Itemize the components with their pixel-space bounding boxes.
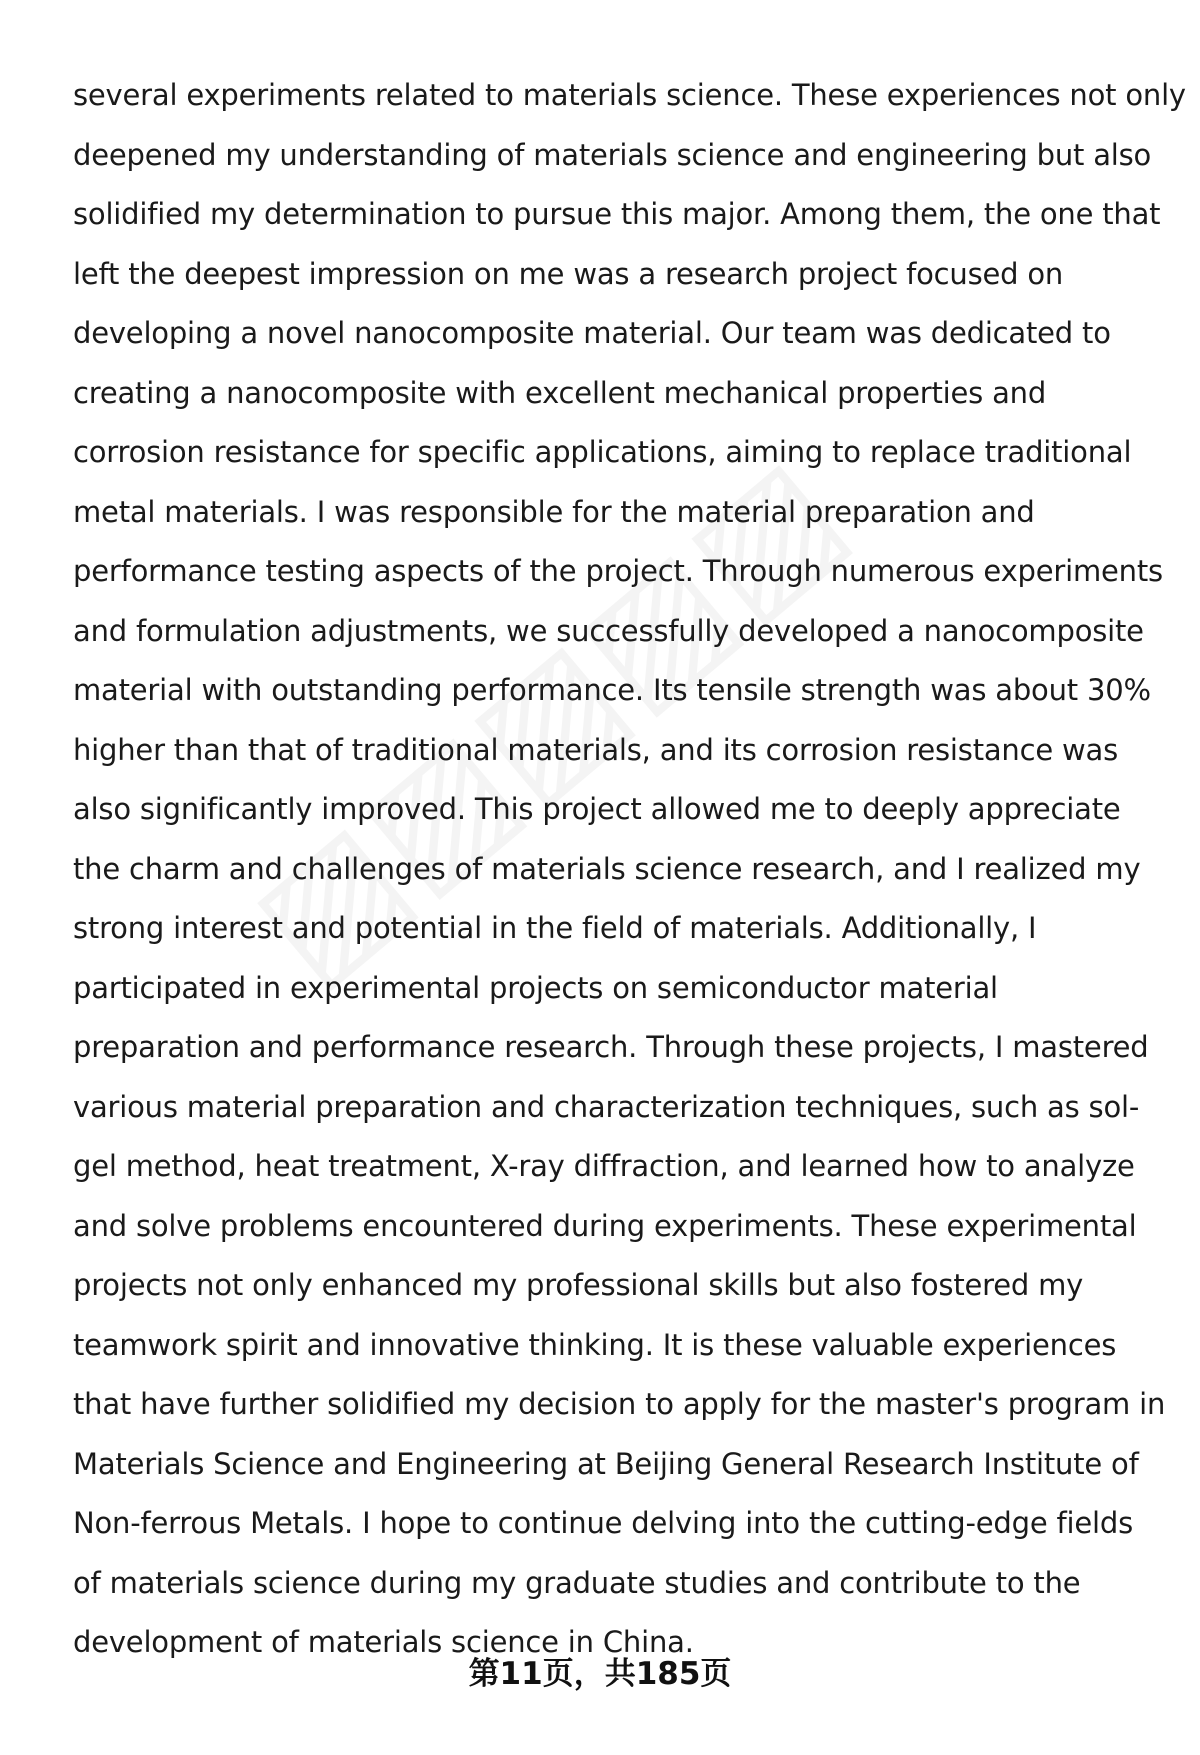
text-line: that have further solidified my decision to apply for the master's program in [73,1387,1166,1421]
text-line: and solve problems encountered during experiments. These experimental [73,1208,1137,1243]
text-line: also significantly improved. This project allowed me to deeply appreciate [73,792,1121,826]
text-line: left the deepest impression on me was a research project focused on [73,256,1064,291]
text-line: of materials science during my graduate studies and contribute to the [73,1565,1081,1600]
text-line: several experiments related to materials science. These experiences not only [73,78,1186,112]
text-line: Materials Science and Engineering at Beijing General Research Institute of [73,1446,1139,1481]
text-line: participated in experimental projects on semiconductor material [73,970,998,1005]
text-line: development of materials science in China. [73,1625,694,1659]
text-line: creating a nanocomposite with excellent mechanical properties and [73,375,1047,410]
text-line: various material preparation and characterization techniques, such as sol- [73,1089,1140,1124]
text-line: Non-ferrous Metals. I hope to continue delving into the cutting-edge fields [73,1506,1133,1540]
text-line: deepened my understanding of materials science and engineering but also [73,137,1152,172]
body-paragraph [73,66,1186,1673]
text-line: preparation and performance research. Through these projects, I mastered [73,1030,1149,1064]
text-line: corrosion resistance for specific applications, aiming to replace traditional [73,435,1132,469]
text-line: material with outstanding performance. Its tensile strength was about 30% [73,673,1151,707]
text-line: solidified my determination to pursue this major. Among them, the one that [73,197,1161,231]
page-number-footer: 第11页，共185页 [468,1656,732,1692]
text-line: performance testing aspects of the project. Through numerous experiments [73,554,1163,588]
text-line: the charm and challenges of materials science research, and I realized my [73,851,1141,886]
text-line: metal materials. I was responsible for the material preparation and [73,494,1035,529]
text-line: higher than that of traditional materials, and its corrosion resistance was [73,732,1119,767]
text-line: strong interest and potential in the field of materials. Additionally, I [73,911,1037,945]
text-line: teamwork spirit and innovative thinking. It is these valuable experiences [73,1327,1117,1362]
text-line: developing a novel nanocomposite material. Our team was dedicated to [73,316,1111,350]
text-line: gel method, heat treatment, X-ray diffraction, and learned how to analyze [73,1149,1135,1183]
text-line: projects not only enhanced my professional skills but also fostered my [73,1268,1084,1302]
text-line: and formulation adjustments, we successfully developed a nanocomposite [73,613,1144,648]
